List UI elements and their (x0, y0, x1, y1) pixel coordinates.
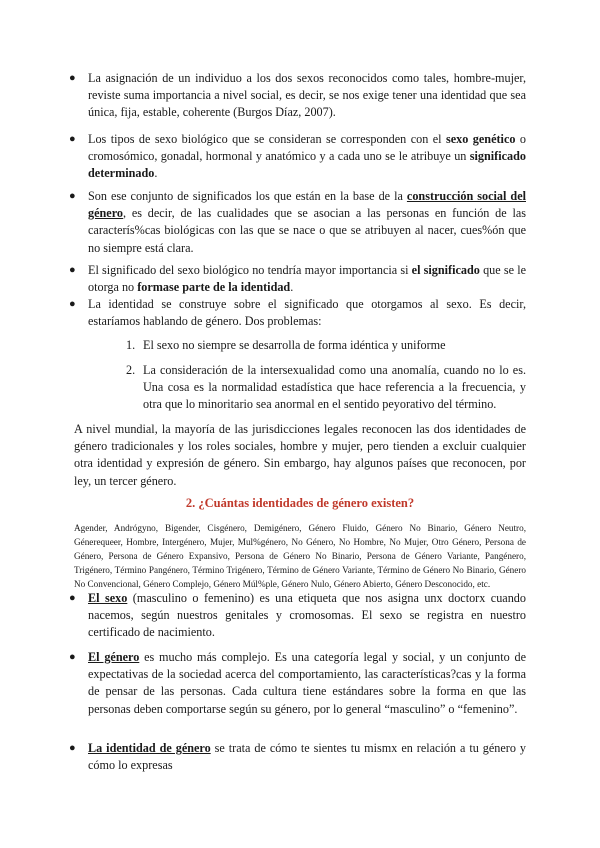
bold-term: el significado (411, 263, 480, 277)
body-paragraph: A nivel mundial, la mayoría de las jurisdicciones legales reconocen las dos identidades de género tradicionales y los roles sociales, hombre y mujer, pero tienden a excluir cualquier otra identidad y expresión de género. Sin embargo, hay algunos países que reconocen, por ley, un tercer género. (74, 422, 526, 488)
bullet-item (69, 131, 526, 183)
bullet-icon: ● (69, 651, 76, 663)
bullet-item (69, 590, 526, 642)
bullet-item (69, 188, 526, 257)
numbered-item-text: La consideración de la intersexualidad como una anomalía, cuando no lo es. Una cosa es la normalidad estadística que hace referencia a la frecuencia, y otra que lo minoritario sea anormal en el sentido peyorativo del término. (143, 363, 526, 412)
bullet-item (69, 740, 526, 774)
bullet-item (69, 296, 526, 330)
bullet-icon: ● (69, 190, 76, 202)
bullet-icon: ● (69, 298, 76, 310)
text-run: que se le otorga no (88, 263, 526, 295)
text-run: . (154, 166, 158, 181)
bullet-icon: ● (69, 72, 76, 84)
underlined-term: construcción social del género (88, 189, 526, 221)
text-run: es mucho más complejo. Es una categoría legal y social, y un conjunto de expectativas de la sociedad acerca del comportamiento, las características?cas y la forma de pensar de las personas. Cada cultura tiene estándares sobre la forma en que las personas deben comportarse según su género, por lo general “masculino” o “femenino”. (88, 650, 526, 716)
numbered-item-text: El sexo no siempre se desarrolla de forma idéntica y uniforme (143, 338, 446, 352)
bullet-icon: ● (69, 133, 76, 145)
text-run: La asignación de un individuo a los dos sexos reconocidos como tales, hombre-mujer, reviste suma importancia a nivel social, es decir, se nos exige tener una identidad que sea única, fija, estable, coherente (Burgos Díaz, 2007). (88, 71, 526, 120)
text-run: . (290, 280, 294, 295)
identities-list: Agender, Andrógyno, Bigender, Cisgénero, Demigénero, Género Fluido, Género No Binario, Género Neutro, Génerequeer, Hombre, Intergénero, Mujer, Mul%género, No Género, No Hombre, No Mujer, Otro Género, Persona de Género, Persona de Género Expansivo, Persona de Género No Binario, Persona de Género Variante, Pangénero, Trigénero, Término Pangénero, Término Trigénero, Término de Género Variante, Término de Género No Binario, Género No Convencional, Género Complejo, Género Múl%ple, Género Nulo, Género Abierto, Género Desconocido, etc. (74, 523, 526, 589)
bold-term: formase parte de la identidad (137, 280, 291, 295)
bold-term: sexo genético (446, 132, 516, 146)
numbered-item: 1. El sexo no siempre se desarrolla de forma idéntica y uniforme (126, 338, 446, 352)
underlined-term: La identidad de género (88, 741, 211, 755)
text-run: El significado del sexo biológico no tendría mayor importancia si (88, 263, 412, 277)
bullet-icon: ● (69, 742, 76, 754)
text-run: La identidad se construye sobre el significado que otorgamos al sexo. Es decir, estaríamos hablando de género. Dos problemas: (88, 297, 526, 329)
bullet-icon: ● (69, 264, 76, 276)
bullet-item (69, 262, 526, 296)
bold-term: significado determinado (88, 149, 526, 181)
bullet-item (69, 70, 526, 122)
text-run: Son ese conjunto de significados los que están en la base de la (88, 189, 407, 203)
bullet-icon: ● (69, 592, 76, 604)
section-heading: 2. ¿Cuántas identidades de género existen? (185, 496, 415, 510)
bullet-item (69, 649, 526, 718)
text-run: , es decir, de las cualidades que se asocian a las personas en función de las caracterís%cas biológicas con las que se nace o que se atribuyen al nacer, cues%ón que no siempre está clara. (88, 206, 526, 255)
underlined-term: El sexo (88, 591, 128, 605)
text-run: o cromosómico, gonadal, hormonal y anatómico y a cada uno se le atribuye un (88, 132, 526, 164)
underlined-term: El género (88, 650, 140, 664)
numbered-item: 2. La consideración de la intersexualidad como una anomalía, cuando no lo es. Una cosa es la normalidad estadística que hace referencia a la frecuencia, y otra que lo minoritario sea anormal en el sentido peyorativo del término. (126, 363, 526, 412)
text-run: (masculino o femenino) es una etiqueta que nos asigna unx doctorx cuando nacemos, según nuestros genitales y cromosomas. El sexo se registra en nuestro certificado de nacimiento. (88, 591, 526, 640)
text-run: Los tipos de sexo biológico que se consideran se corresponden con el (88, 132, 447, 146)
text-run: se trata de cómo te sientes tu mismx en relación a tu género y cómo lo expresas (88, 741, 526, 773)
